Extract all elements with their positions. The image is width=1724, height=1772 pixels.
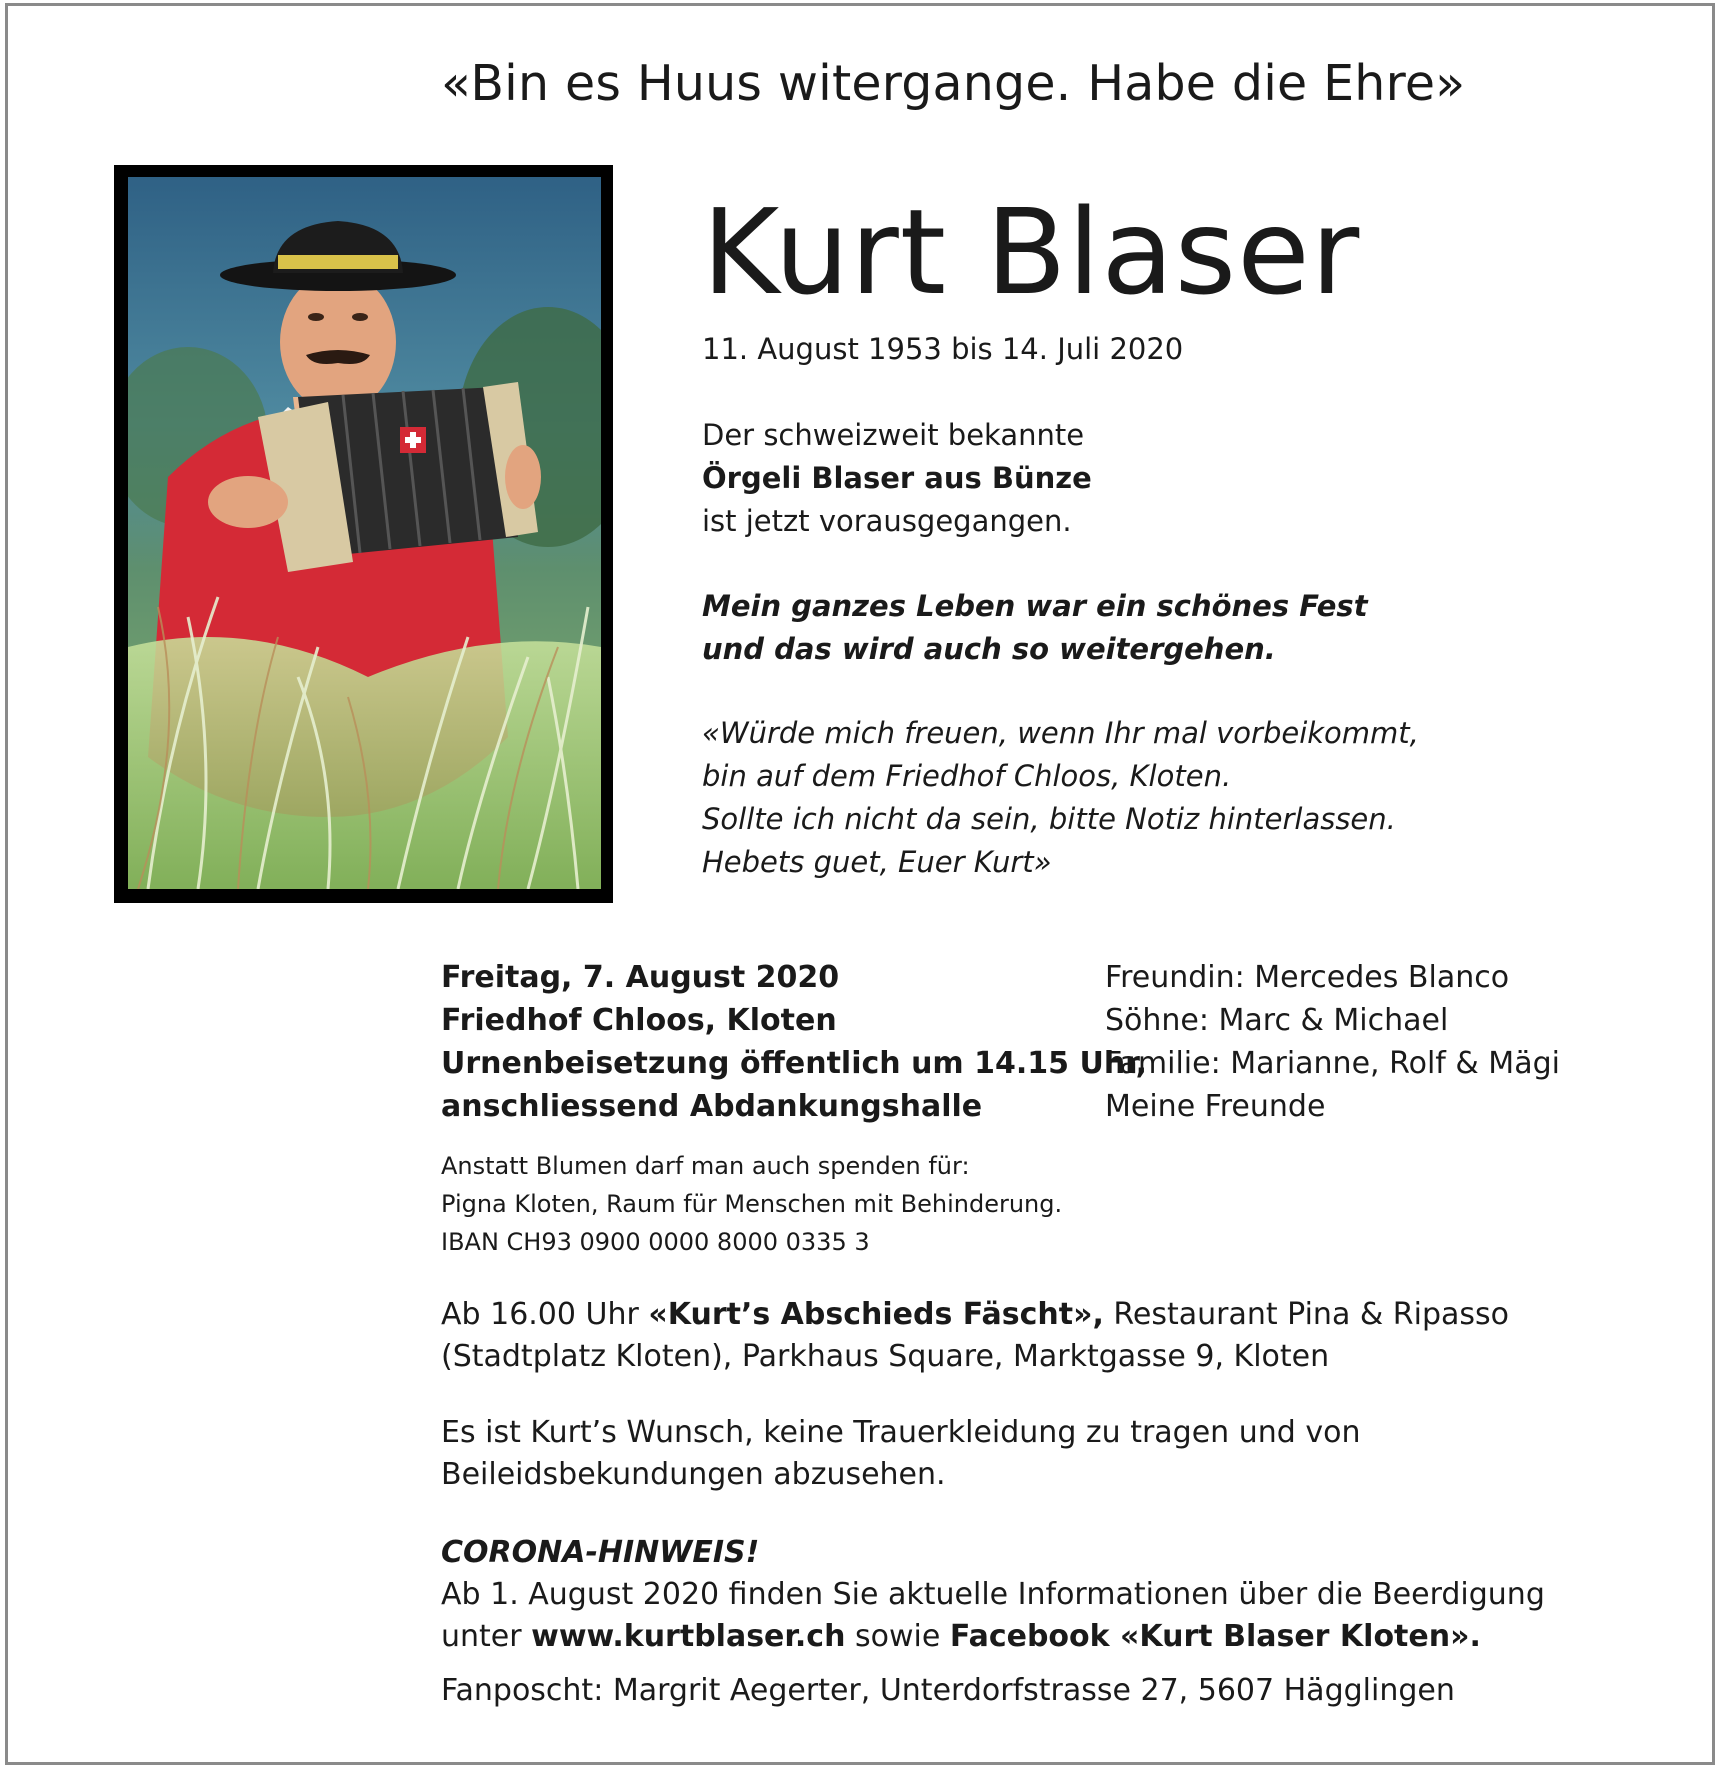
intro-line-3: ist jetzt vorausgegangen. (702, 504, 1072, 538)
saying-line-2: und das wird auch so weitergehen. (702, 632, 1276, 666)
life-dates: 11. August 1953 bis 14. Juli 2020 (702, 332, 1184, 366)
saying-line-1: Mein ganzes Leben war ein schönes Fest (702, 589, 1368, 623)
saying-text (702, 585, 1368, 671)
corona-pre: unter (441, 1619, 532, 1654)
portrait-photo-accordion-player-icon (128, 177, 601, 889)
party-line-2: (Stadtplatz Kloten), Parkhaus Square, Marktgasse 9, Kloten (441, 1339, 1330, 1374)
mourners-list (1105, 956, 1560, 1128)
donation-line-2: Pigna Kloten, Raum für Menschen mit Behinderung. (441, 1190, 1063, 1218)
ceremony-details (441, 956, 1147, 1128)
quote-line-2: bin auf dem Friedhof Chloos, Kloten. (702, 759, 1232, 793)
mourner-sons: Söhne: Marc & Michael (1105, 1003, 1449, 1038)
deceased-name: Kurt Blaser (702, 183, 1361, 321)
ceremony-date: Freitag, 7. August 2020 (441, 960, 840, 995)
party-event-name: «Kurt’s Abschieds Fäscht», (648, 1297, 1104, 1332)
ceremony-place: Friedhof Chloos, Kloten (441, 1003, 837, 1038)
wish-line-2: Beileidsbekundungen abzusehen. (441, 1457, 946, 1492)
website-link[interactable]: www.kurtblaser.ch (531, 1619, 846, 1654)
quote-line-3: Sollte ich nicht da sein, bitte Notiz hinterlassen. (702, 802, 1396, 836)
mourner-family: Familie: Marianne, Rolf & Mägi (1105, 1046, 1560, 1081)
quote-line-1: «Würde mich freuen, wenn Ihr mal vorbeikommt, (702, 716, 1419, 750)
quote-line-4: Hebets guet, Euer Kurt» (702, 845, 1052, 879)
intro-text (702, 414, 1092, 543)
corona-line-2 (441, 1616, 1545, 1658)
ceremony-after: anschliessend Abdankungshalle (441, 1089, 983, 1124)
portrait-photo (114, 165, 613, 903)
mourner-partner: Freundin: Mercedes Blanco (1105, 960, 1510, 995)
facebook-link[interactable]: Facebook «Kurt Blaser Kloten». (949, 1619, 1481, 1654)
corona-mid: sowie (845, 1619, 950, 1654)
intro-line-1: Der schweizweit bekannte (702, 418, 1085, 452)
wish-text (441, 1412, 1360, 1496)
party-line-1 (441, 1294, 1509, 1336)
quote-text (702, 712, 1419, 884)
party-post: Restaurant Pina & Ripasso (1103, 1297, 1510, 1332)
corona-notice (441, 1532, 1545, 1658)
donation-iban: IBAN CH93 0900 0000 8000 0335 3 (441, 1228, 870, 1256)
farewell-party (441, 1294, 1509, 1378)
ceremony-time: Urnenbeisetzung öffentlich um 14.15 Uhr, (441, 1046, 1147, 1081)
corona-heading: CORONA-HINWEIS! (441, 1535, 760, 1570)
fanpost-address: Fanposcht: Margrit Aegerter, Unterdorfstrasse 27, 5607 Hägglingen (441, 1673, 1455, 1708)
mourner-friends: Meine Freunde (1105, 1089, 1326, 1124)
intro-line-2: Örgeli Blaser aus Bünze (702, 461, 1092, 495)
wish-line-1: Es ist Kurt’s Wunsch, keine Trauerkleidung zu tragen und von (441, 1415, 1361, 1450)
corona-line-1: Ab 1. August 2020 finden Sie aktuelle Informationen über die Beerdigung (441, 1577, 1545, 1612)
donation-info (441, 1147, 1062, 1261)
donation-line-1: Anstatt Blumen darf man auch spenden für: (441, 1152, 970, 1180)
party-pre: Ab 16.00 Uhr (441, 1297, 649, 1332)
motto-heading: «Bin es Huus witergange. Habe die Ehre» (441, 55, 1466, 112)
